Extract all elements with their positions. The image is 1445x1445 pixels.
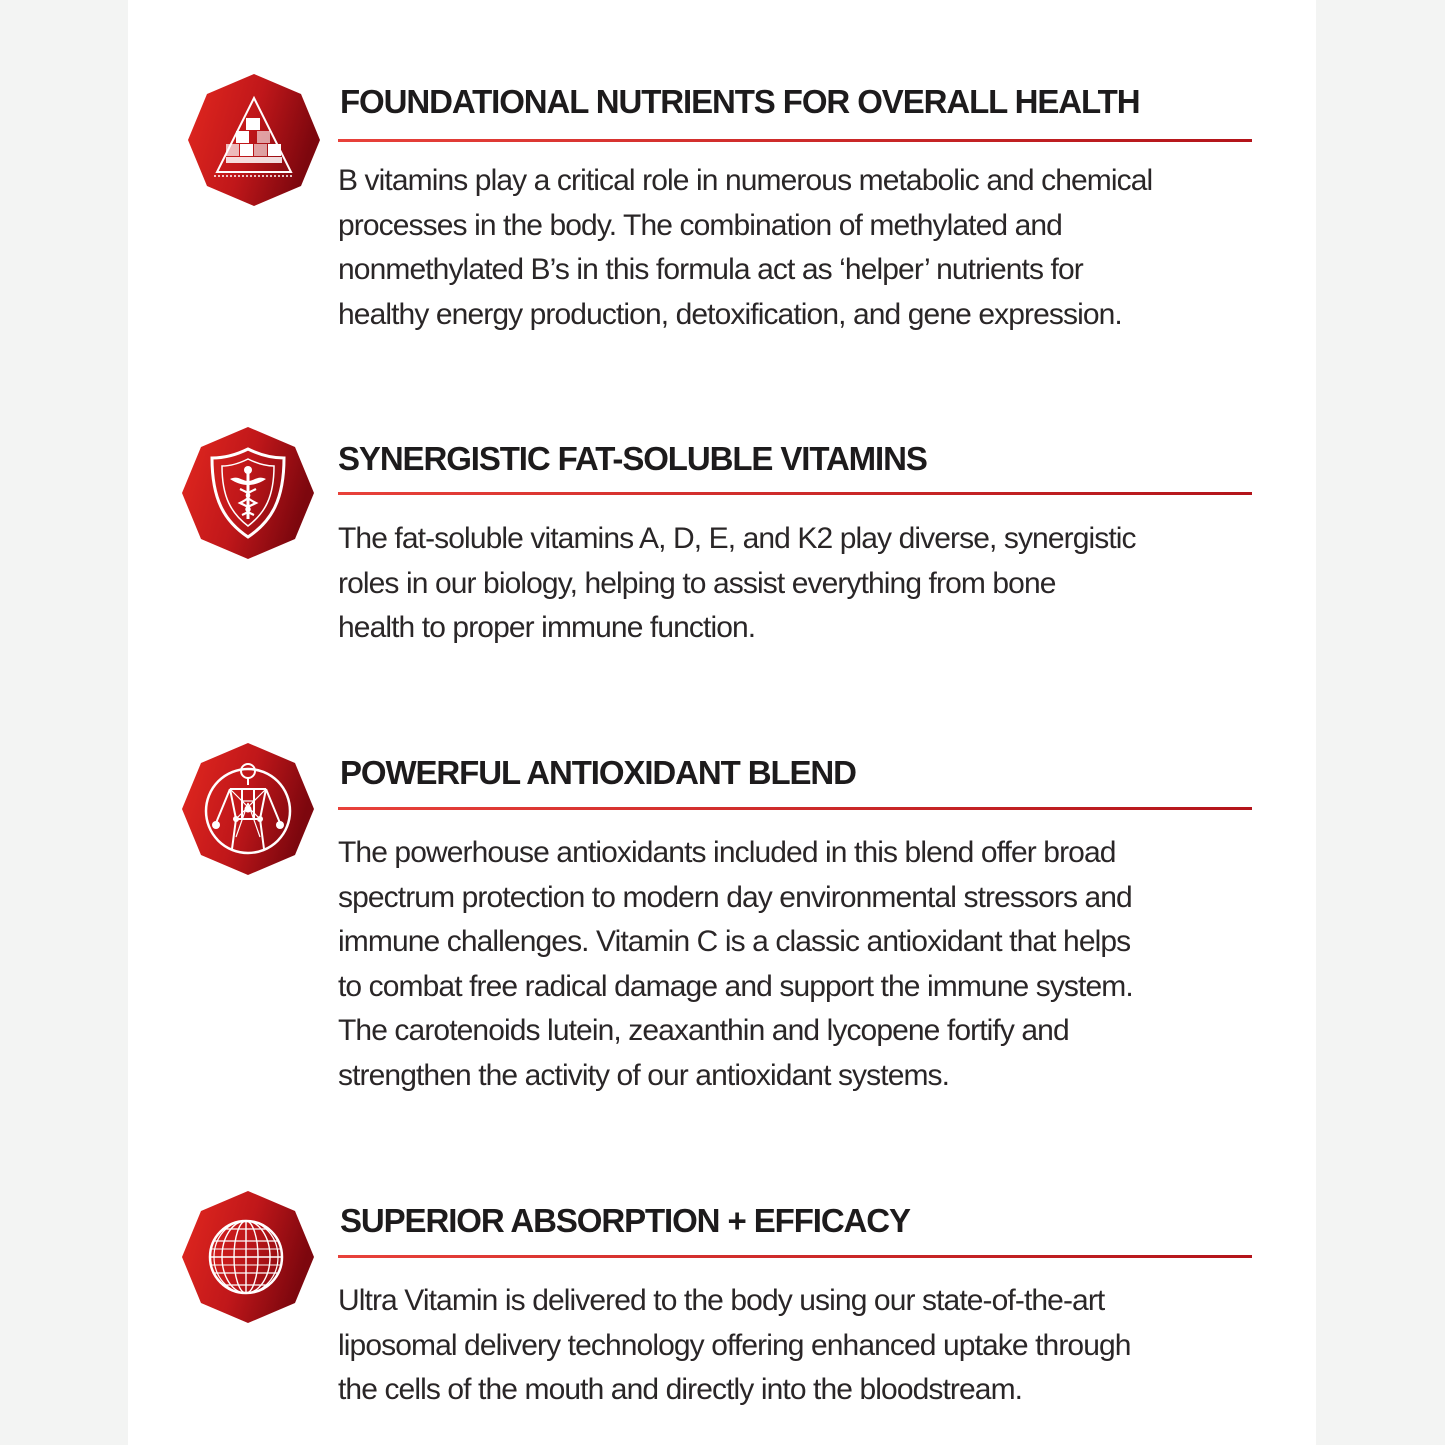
- description-line: healthy energy production, detoxification, and gene expression.: [338, 297, 1122, 331]
- title-divider: [338, 139, 1252, 142]
- title-divider: [338, 492, 1252, 495]
- description-line: spectrum protection to modern day environmental stressors and: [338, 880, 1132, 914]
- shield-caduceus-icon: [180, 425, 316, 561]
- human-body-icon: [180, 741, 316, 877]
- description-line: liposomal delivery technology offering enhanced uptake through: [338, 1328, 1131, 1362]
- title-divider: [338, 1255, 1252, 1258]
- feature-title: FOUNDATIONAL NUTRIENTS FOR OVERALL HEALTH: [340, 83, 1140, 120]
- description-line: immune challenges. Vitamin C is a classic antioxidant that helps: [338, 925, 1131, 958]
- description-line: The fat-soluble vitamins A, D, E, and K2 play diverse, synergistic: [338, 522, 1136, 555]
- description-line: The powerhouse antioxidants included in this blend offer broad: [338, 836, 1116, 869]
- feature-description: [338, 831, 1278, 1098]
- feature-title: SUPERIOR ABSORPTION + EFFICACY: [340, 1202, 910, 1239]
- feature-title: SYNERGISTIC FAT-SOLUBLE VITAMINS: [338, 440, 927, 477]
- feature-description: [338, 517, 1278, 651]
- description-line: strengthen the activity of our antioxidant systems.: [338, 1058, 950, 1092]
- feature-title: POWERFUL ANTIOXIDANT BLEND: [340, 754, 856, 791]
- description-line: roles in our biology, helping to assist everything from bone: [338, 566, 1056, 600]
- description-line: The carotenoids lutein, zeaxanthin and lycopene fortify and: [338, 1014, 1069, 1047]
- description-line: health to proper immune function.: [338, 611, 756, 644]
- description-line: Ultra Vitamin is delivered to the body using our state-of-the-art: [338, 1284, 1105, 1317]
- pyramid-icon: [186, 72, 322, 208]
- description-line: to combat free radical damage and support the immune system.: [338, 969, 1133, 1003]
- description-line: the cells of the mouth and directly into the bloodstream.: [338, 1373, 1023, 1406]
- description-line: B vitamins play a critical role in numerous metabolic and chemical: [338, 164, 1153, 197]
- description-line: nonmethylated B’s in this formula act as ‘helper’ nutrients for: [338, 253, 1083, 286]
- feature-description: [338, 159, 1278, 337]
- globe-grid-icon: [180, 1189, 316, 1325]
- feature-description: [338, 1279, 1278, 1413]
- title-divider: [338, 807, 1252, 810]
- page: [128, 0, 1316, 1445]
- description-line: processes in the body. The combination of methylated and: [338, 208, 1062, 242]
